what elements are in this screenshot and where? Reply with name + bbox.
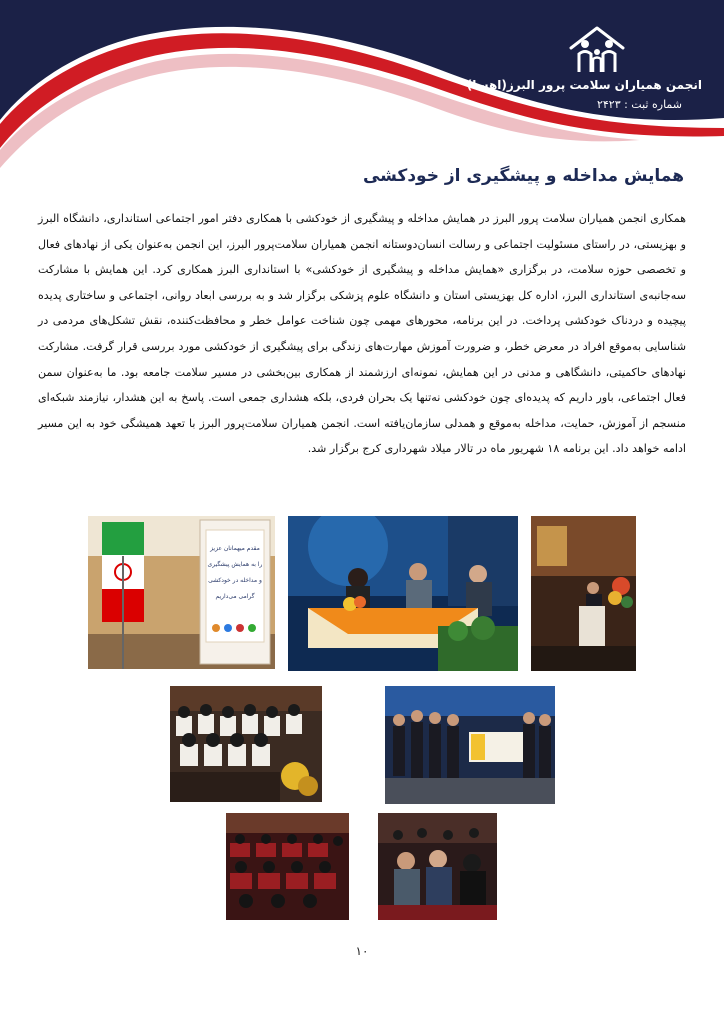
- photo-front-row-guests: [378, 813, 497, 920]
- photo-audience-seated: [170, 686, 322, 802]
- banner-line-4: گرامی می‌داریم: [215, 593, 255, 600]
- photo-panel-speakers: [288, 516, 518, 671]
- photo-audience-hall: [226, 813, 349, 920]
- page-number: ۱۰: [355, 944, 369, 958]
- banner-line-3: و مداخله در خودکشی: [208, 577, 262, 584]
- organization-logo-block: [466, 24, 702, 111]
- photo-podium-speaker: [531, 516, 636, 671]
- article-title: همایش مداخله و پیشگیری از خودکشی: [362, 166, 684, 186]
- article-body: همکاری انجمن همیاران سلامت پرور البرز در همایش مداخله و پیشگیری از خودکشی با همکاری دفتر امور اجتماعی استانداری، دانشگاه البرز و بهزیستی، در راستای مسئولیت اجتماعی و رسالت انسان‌دوستانه انجمن همیاران سلامت‌پرور البرز، این انجمن به‌عنوان یکی از نهادهای فعال و تخصصی حوزه سلامت، در برگزاری «همایش مداخله و پیشگیری از خودکشی» با استانداری البرز همکاری کرد. این همایش با مشارکت سه‌جانبه‌ی استانداری البرز، اداره کل بهزیستی استان و دانشگاه علوم پزشکی برگزار شد و به بررسی ابعاد روانی، اجتماعی و ساختاری پدیده پیچیده و دردناک خودکشی پرداخت. در این برنامه، محورهای مهمی چون شناخت عوامل خطر و محافظت‌کننده، نقش تشکل‌های مردمی در شناسایی به‌موقع افراد در معرض خطر، و ضرورت آموزش مهارت‌های زندگی برای پیشگیری از خودکشی مورد بررسی قرار گرفت. مشارکت نهادهای حاکمیتی، دانشگاهی و مدنی در این همایش، نمونه‌ای ارزشمند از همکاری بین‌بخشی در مسیر سلامت جامعه بود. ما به‌عنوان سمن فعال اجتماعی، باور داریم که پدیده‌ای چون خودکشی نه‌تنها یک بحران فردی، بلکه هشداری جمعی است. پاسخ به این هشدار، نیازمند شبکه‌ای منسجم از آموزش، حمایت، مداخله به‌موقع و همدلی سازمان‌یافته است. انجمن همیاران سلامت‌پرور البرز با تعهد همیشگی خود به این مسیر ادامه خواهد داد. این برنامه ۱۸ شهریور ماه در تالار میلاد شهرداری کرج برگزار شد.: [38, 212, 686, 456]
- photo-welcome-banner: [88, 516, 275, 669]
- banner-line-2: را به همایش پیشگیری: [207, 561, 263, 568]
- registration-number: شماره ثبت : ۲۴۲۳: [596, 98, 682, 111]
- photo-award-ceremony: [385, 686, 555, 804]
- banner-line-1: مقدم میهمانان عزیز: [210, 545, 260, 552]
- organization-name: انجمن همیاران سلامت پرور البرز(اهسا): [466, 78, 702, 92]
- family-house-icon: [565, 24, 629, 74]
